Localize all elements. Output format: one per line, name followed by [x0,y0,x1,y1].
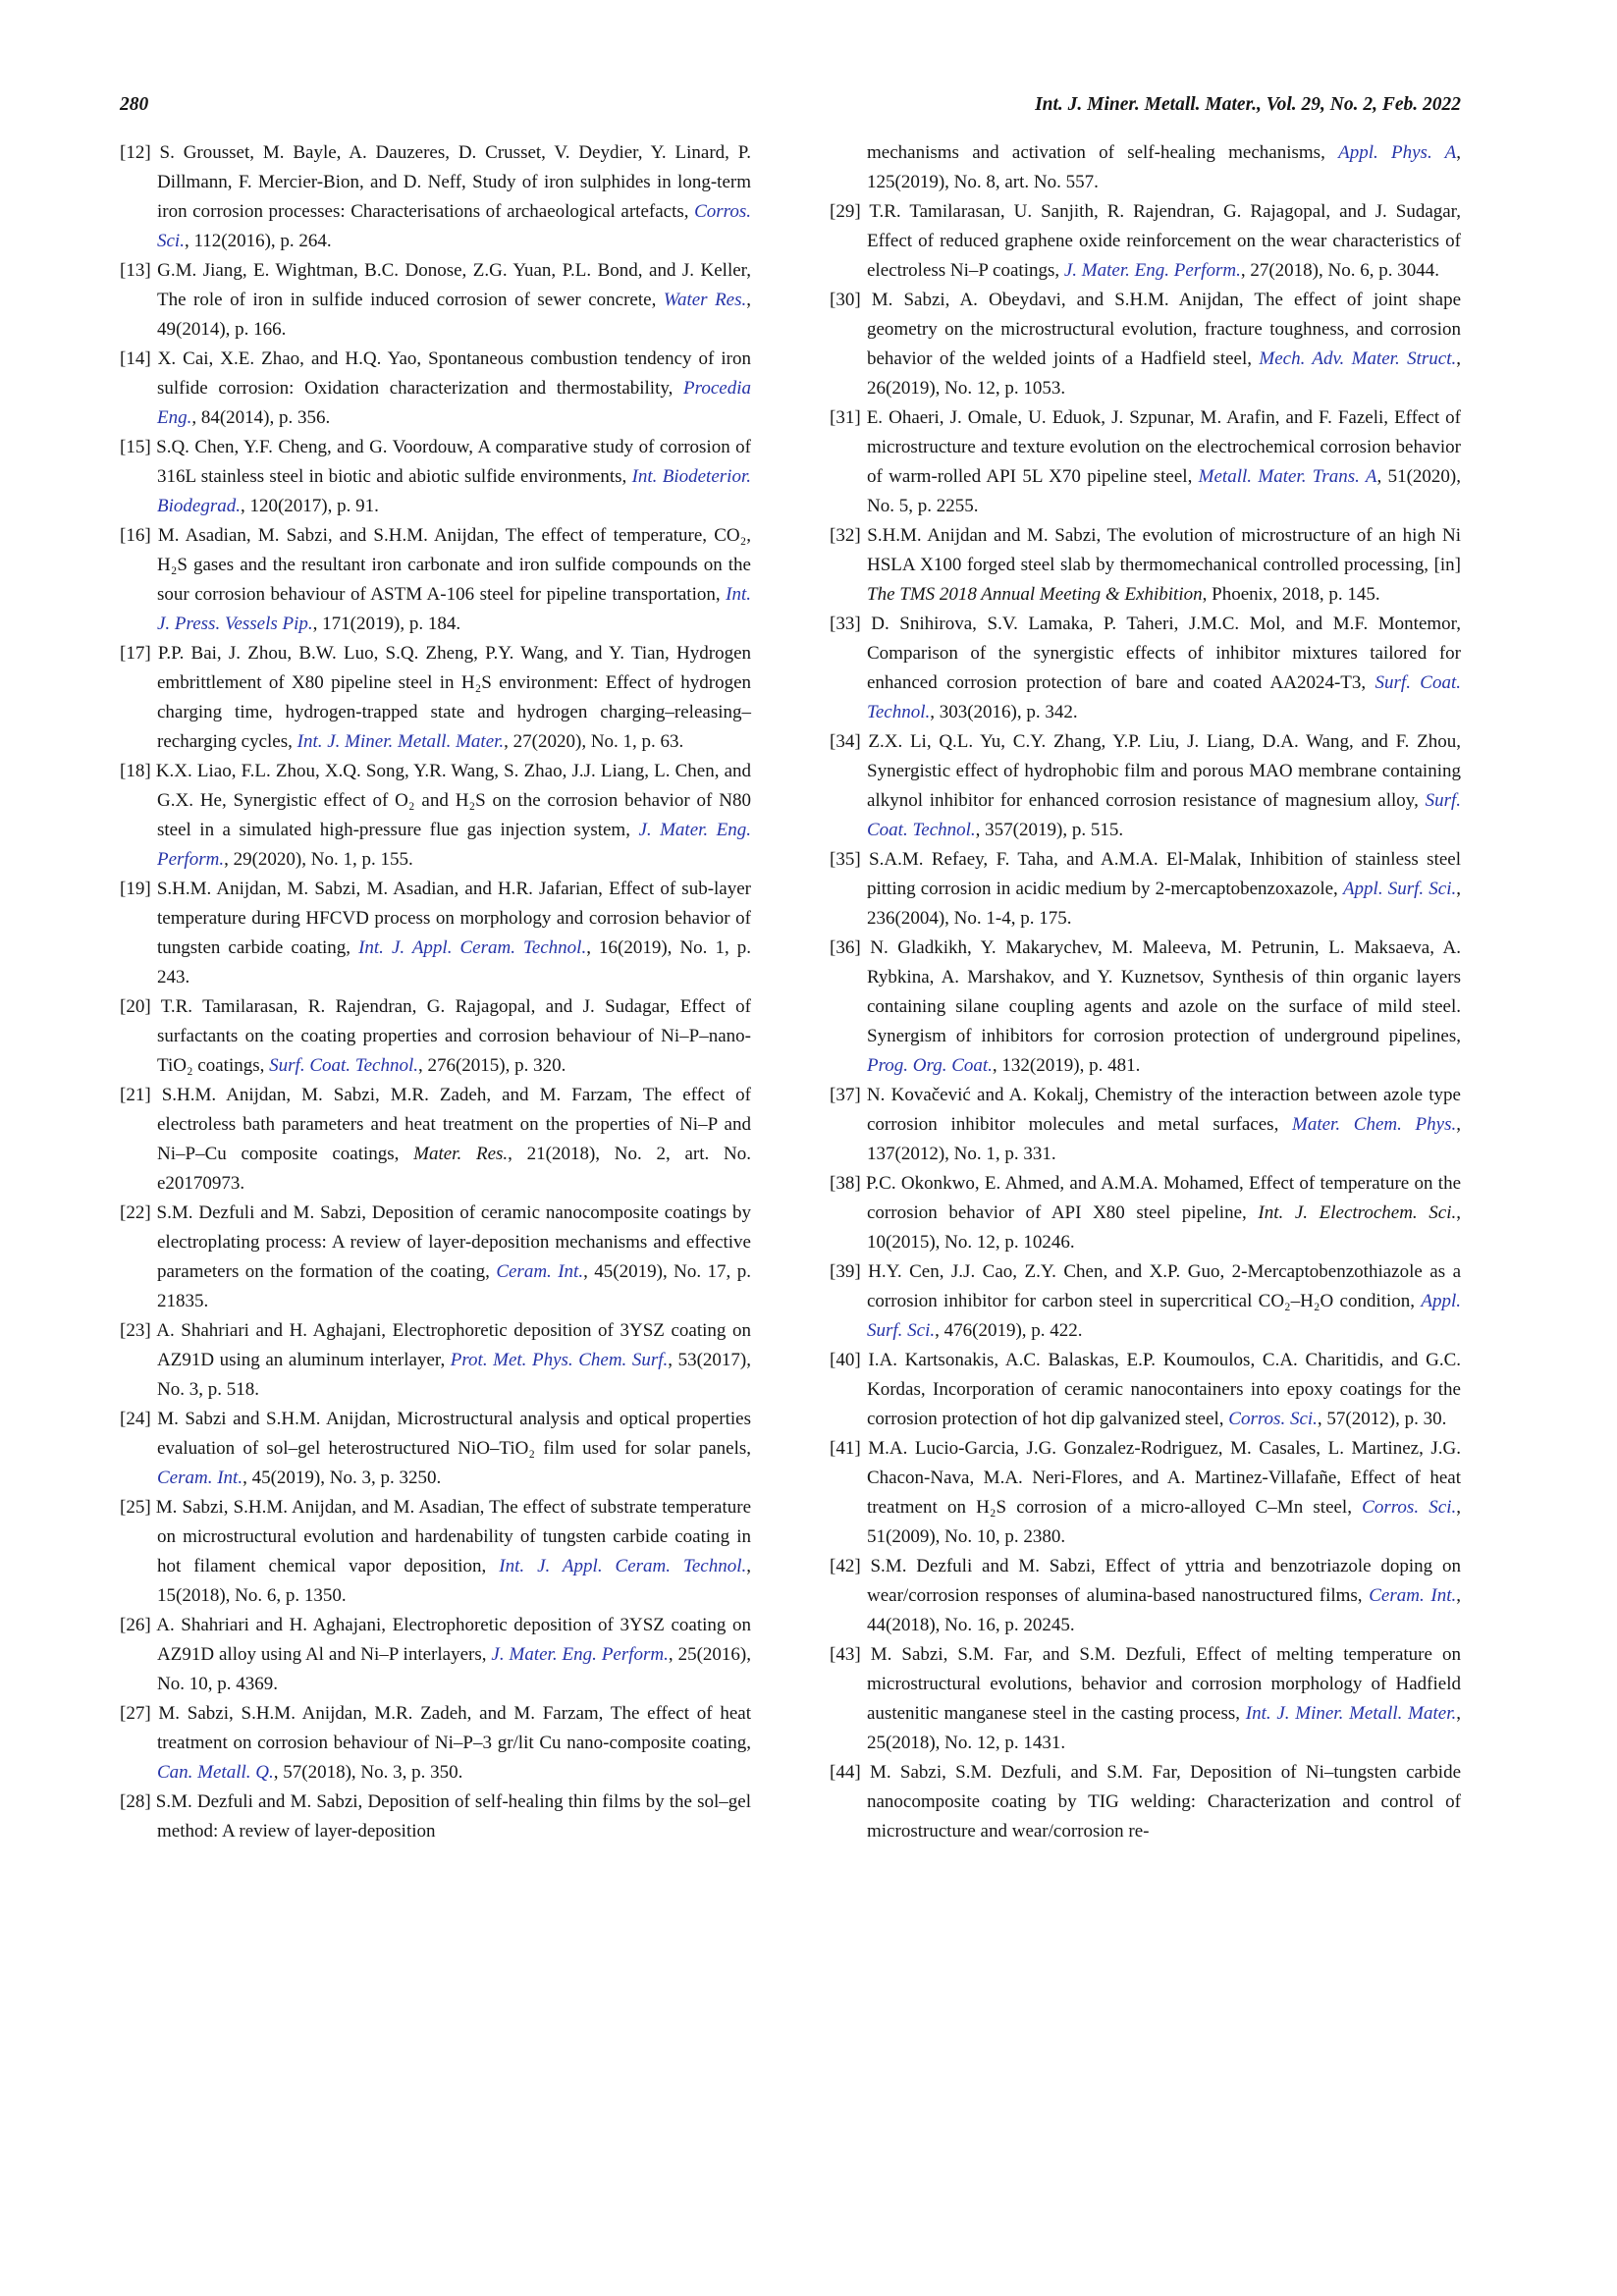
journal-name-link[interactable]: Appl. Surf. Sci. [1342,879,1457,899]
reference-number: [27] [120,1703,159,1724]
reference-item [120,345,751,433]
reference-text: S.M. Dezfuli and M. Sabzi, Deposition of self-healing thin films by the sol–gel method: A review of layer-deposition [155,1791,751,1842]
reference-number: [36] [830,937,871,958]
reference-text: , 25(2018), No. 12, p. 1431. [867,1703,1461,1753]
reference-item [120,992,751,1081]
reference-number: [14] [120,348,158,369]
reference-text: S. Grousset, M. Bayle, A. Dauzeres, D. Crusset, V. Deydier, Y. Linard, P. Dillmann, F. Mercier-Bion, and D. Neff, Study of iron sulphides in long-term iron corrosion processes: Characterisations of archaeological artefacts, [157,142,751,222]
reference-text: H.Y. Cen, J.J. Cao, Z.Y. Chen, and X.P. Guo, 2-Mercaptobenzothiazole as a corrosion inhibitor for carbon steel in supercritical CO₂–H₂O condition, [867,1261,1461,1311]
journal-name-link[interactable]: Ceram. Int. [157,1468,243,1488]
journal-name-link[interactable]: Can. Metall. Q. [157,1762,274,1783]
journal-name-link[interactable]: Prot. Met. Phys. Chem. Surf. [450,1350,669,1370]
reference-text: M. Sabzi, S.M. Far, and S.M. Dezfuli, Effect of melting temperature on microstructural evolutions, behavior and corrosion morphology of Hadfield austenitic manganese steel in the casting process, [867,1644,1461,1724]
reference-text: , 25(2016), No. 10, p. 4369. [157,1644,751,1694]
reference-number: [21] [120,1085,162,1105]
reference-number: [25] [120,1497,156,1518]
reference-text: , 51(2020), No. 5, p. 2255. [867,466,1461,516]
reference-number: [16] [120,525,158,546]
reference-text: , 132(2019), p. 481. [992,1055,1141,1076]
journal-header: Int. J. Miner. Metall. Mater., Vol. 29, No. 2, Feb. 2022 [1035,94,1461,115]
page-header [120,94,1461,116]
reference-text: K.X. Liao, F.L. Zhou, X.Q. Song, Y.R. Wang, S. Zhao, J.J. Liang, L. Chen, and G.X. He, Synergistic effect of O₂ and H₂S on the corrosion behavior of N80 steel in a simulated high-pressure flue gas injection system, [155,761,752,840]
reference-number: [19] [120,879,157,899]
reference-text: D. Snihirova, S.V. Lamaka, P. Taheri, J.M.C. Mol, and M.F. Montemor, Comparison of the synergistic effects of inhibitor mixtures tailored for enhanced corrosion protection of bare and coated AA2024-T3, [867,614,1461,693]
italic-publication-title: Mater. Res. [413,1144,509,1164]
reference-text: M. Sabzi, A. Obeydavi, and S.H.M. Anijdan, The effect of joint shape geometry on the microstructural evolution, fracture toughness, and corrosion behavior of the welded joints of a Hadfield steel, [867,290,1461,369]
reference-item [830,1434,1461,1552]
reference-number: [29] [830,201,870,222]
reference-item [120,256,751,345]
reference-text: E. Ohaeri, J. Omale, U. Eduok, J. Szpunar, M. Arafin, and F. Fazeli, Effect of microstructure and texture evolution on the electrochemical corrosion behavior of warm-rolled API 5L X70 pipeline steel, [866,407,1461,487]
reference-number: [28] [120,1791,156,1812]
reference-text: M. Sabzi, S.M. Dezfuli, and S.M. Far, Deposition of Ni–tungsten carbide nanocomposite coating by TIG welding: Characterization and control of microstructure and wear/corrosion re- [867,1762,1461,1842]
reference-number: [44] [830,1762,870,1783]
journal-name-link[interactable]: Int. J. Appl. Ceram. Technol. [358,937,587,958]
reference-text: , 276(2015), p. 320. [417,1055,566,1076]
italic-publication-title: The TMS 2018 Annual Meeting & Exhibition [867,584,1203,605]
reference-text: N. Kovačević and A. Kokalj, Chemistry of the interaction between azole type corrosion inhibitor molecules and metal surfaces, [866,1085,1461,1135]
journal-name-link[interactable]: Int. Biodeterior. Biodegrad. [157,466,751,516]
reference-item [120,639,751,757]
journal-name-link[interactable]: Ceram. Int. [1369,1585,1457,1606]
reference-text: , 26(2019), No. 12, p. 1053. [867,348,1461,399]
reference-item [830,727,1461,845]
reference-item [830,934,1461,1081]
reference-item [120,1081,751,1199]
reference-text: T.R. Tamilarasan, U. Sanjith, R. Rajendran, G. Rajagopal, and J. Sudagar, Effect of reduced graphene oxide reinforcement on the wear characteristics of electroless Ni–P coatings, [867,201,1462,281]
reference-number: [39] [830,1261,869,1282]
reference-item [120,1316,751,1405]
reference-text: M. Sabzi, S.H.M. Anijdan, and M. Asadian, The effect of substrate temperature on microstructural evolution and hardenability of tungsten carbide coating in hot filament chemical vapor deposition, [155,1497,752,1576]
journal-name-link[interactable]: Corros. Sci. [157,201,751,251]
reference-item [120,757,751,875]
reference-text: , 51(2009), No. 10, p. 2380. [867,1497,1461,1547]
reference-item [120,521,751,639]
reference-number: [26] [120,1615,157,1635]
reference-item [120,138,751,256]
reference-number: [31] [830,407,867,428]
reference-number: [43] [830,1644,871,1665]
reference-text: S.A.M. Refaey, F. Taha, and A.M.A. El-Malak, Inhibition of stainless steel pitting corrosion in acidic medium by 2-mercaptobenzoxazole, [867,849,1461,899]
reference-item-continuation [830,138,1461,197]
reference-text: , 112(2016), p. 264. [184,231,332,251]
journal-name-link[interactable]: J. Mater. Eng. Perform. [1063,260,1241,281]
reference-text: I.A. Kartsonakis, A.C. Balaskas, E.P. Koumoulos, C.A. Charitidis, and G.C. Kordas, Incorporation of ceramic nanocontainers into epoxy coatings for the corrosion protection of hot dip galvanized steel, [867,1350,1461,1429]
journal-name-link[interactable]: Mater. Chem. Phys. [1292,1114,1457,1135]
reference-text: , 476(2019), p. 422. [935,1320,1083,1341]
reference-item [120,433,751,521]
reference-item [830,521,1461,610]
journal-name-link[interactable]: Int. J. Press. Vessels Pip. [157,584,751,634]
reference-item [830,1346,1461,1434]
reference-number: [38] [830,1173,866,1194]
reference-text: S.H.M. Anijdan, M. Sabzi, M. Asadian, and H.R. Jafarian, Effect of sub-layer temperature during HFCVD process on morphology and corrosion behavior of tungsten carbide coating, [156,879,752,958]
reference-text: A. Shahriari and H. Aghajani, Electrophoretic deposition of 3YSZ coating on AZ91D using an aluminum interlayer, [156,1320,751,1370]
reference-text: A. Shahriari and H. Aghajani, Electrophoretic deposition of 3YSZ coating on AZ91D alloy using Al and Ni–P interlayers, [156,1615,751,1665]
reference-text: , 57(2018), No. 3, p. 350. [273,1762,463,1783]
journal-name-link[interactable]: Corros. Sci. [1362,1497,1457,1518]
reference-item [830,286,1461,403]
reference-item [830,1758,1461,1846]
reference-item [830,1081,1461,1169]
reference-text: , 21(2018), No. 2, art. No. e20170973. [157,1144,752,1194]
journal-name-link[interactable]: Appl. Surf. Sci. [867,1291,1461,1341]
reference-item [120,1611,751,1699]
reference-text: , 45(2019), No. 3, p. 3250. [243,1468,442,1488]
journal-name-link[interactable]: Ceram. Int. [496,1261,584,1282]
reference-text: P.C. Okonkwo, E. Ahmed, and A.M.A. Mohamed, Effect of temperature on the corrosion behavior of API X80 steel pipeline, [865,1173,1462,1223]
reference-text: T.R. Tamilarasan, R. Rajendran, G. Rajagopal, and J. Sudagar, Effect of surfactants on the coating properties and corrosion behaviour of Ni–P–nano-TiO₂ coatings, [157,996,751,1076]
reference-number: [18] [120,761,156,781]
reference-item [120,1493,751,1611]
reference-text: , 171(2019), p. 184. [312,614,461,634]
reference-item [830,197,1461,286]
journal-name-link[interactable]: Int. J. Miner. Metall. Mater. [296,731,505,752]
reference-number: [20] [120,996,161,1017]
journal-name-link[interactable]: Int. J. Miner. Metall. Mater. [1245,1703,1457,1724]
reference-number: [13] [120,260,158,281]
reference-text: , Phoenix, 2018, p. 145. [1202,584,1380,605]
reference-text: M. Sabzi and S.H.M. Anijdan, Microstructural analysis and optical properties evaluation of sol–gel heterostructured NiO–TiO₂ film used for solar panels, [157,1409,752,1459]
reference-text: , 27(2018), No. 6, p. 3044. [1240,260,1439,281]
journal-name-link[interactable]: Corros. Sci. [1228,1409,1318,1429]
journal-name-link[interactable]: J. Mater. Eng. Perform. [491,1644,669,1665]
journal-name-link[interactable]: Procedia Eng. [157,378,751,428]
reference-number: [41] [830,1438,869,1459]
journal-name-link[interactable]: Appl. Phys. A [1338,142,1457,163]
reference-text: , 84(2014), p. 356. [191,407,331,428]
journal-name-link[interactable]: Prog. Org. Coat. [867,1055,993,1076]
reference-number: [15] [120,437,157,457]
references-column-right [830,138,1461,1846]
reference-number: [24] [120,1409,158,1429]
journal-name-link[interactable]: Water Res. [663,290,747,310]
reference-text: M.A. Lucio-Garcia, J.G. Gonzalez-Rodriguez, M. Casales, L. Martinez, J.G. Chacon-Nava, M.A. Neri-Flores, and A. Martinez-Villafañe, Effect of heat treatment on H₂S corrosion of a micro-alloyed C–Mn steel, [867,1438,1461,1518]
reference-text: , 125(2019), No. 8, art. No. 557. [867,142,1461,192]
journal-name-link[interactable]: J. Mater. Eng. Perform. [157,820,751,870]
journal-name-link[interactable]: Surf. Coat. Technol. [269,1055,418,1076]
reference-text: , 53(2017), No. 3, p. 518. [157,1350,752,1400]
reference-item [120,1199,751,1316]
reference-text: , 45(2019), No. 17, p. 21835. [157,1261,752,1311]
reference-text: , 57(2012), p. 30. [1317,1409,1447,1429]
reference-text: M. Sabzi, S.H.M. Anijdan, M.R. Zadeh, and M. Farzam, The effect of heat treatment on corrosion behaviour of Ni–P–3 gr/lit Cu nano-composite coating, [157,1703,751,1753]
reference-number: [34] [830,731,869,752]
reference-number: [37] [830,1085,867,1105]
journal-name-link[interactable]: Int. J. Appl. Ceram. Technol. [499,1556,747,1576]
reference-text: , 44(2018), No. 16, p. 20245. [867,1585,1461,1635]
reference-text: S.H.M. Anijdan, M. Sabzi, M.R. Zadeh, and M. Farzam, The effect of electroless bath parameters and heat treatment on the properties of Ni–P and Ni–P–Cu composite coatings, [157,1085,751,1164]
reference-text: S.H.M. Anijdan and M. Sabzi, The evolution of microstructure of an high Ni HSLA X100 forged steel slab by thermomechanical controlled processing, [in] [867,525,1462,575]
reference-text: S.M. Dezfuli and M. Sabzi, Effect of yttria and benzotriazole doping on wear/corrosion responses of alumina-based nanostructured films, [867,1556,1462,1606]
reference-item [830,1257,1461,1346]
reference-number: [40] [830,1350,869,1370]
reference-text: mechanisms and activation of self-healing mechanisms, [867,142,1339,163]
reference-text: , 137(2012), No. 1, p. 331. [867,1114,1461,1164]
reference-number: [33] [830,614,872,634]
reference-number: [22] [120,1202,157,1223]
reference-text: , 15(2018), No. 6, p. 1350. [157,1556,751,1606]
reference-number: [42] [830,1556,871,1576]
reference-item [120,1699,751,1788]
reference-item [830,610,1461,727]
reference-item [830,845,1461,934]
reference-item [830,1169,1461,1257]
italic-publication-title: Int. J. Electrochem. Sci. [1258,1202,1457,1223]
reference-number: [17] [120,643,158,664]
references-column-left [120,138,751,1846]
reference-text: , 27(2020), No. 1, p. 63. [504,731,684,752]
reference-item [120,1788,751,1846]
reference-item [830,403,1461,521]
journal-name-link[interactable]: Surf. Coat. Technol. [867,672,1461,722]
reference-item [830,1640,1461,1758]
reference-number: [23] [120,1320,157,1341]
reference-item [120,1405,751,1493]
reference-number: [30] [830,290,872,310]
journal-name-link[interactable]: Mech. Adv. Mater. Struct. [1259,348,1457,369]
reference-text: , 303(2016), p. 342. [930,702,1078,722]
reference-text: , 357(2019), p. 515. [975,820,1124,840]
reference-text: G.M. Jiang, E. Wightman, B.C. Donose, Z.G. Yuan, P.L. Bond, and J. Keller, The role of iron in sulfide induced corrosion of sewer concrete, [157,260,751,310]
journal-name-link[interactable]: Metall. Mater. Trans. A [1198,466,1377,487]
reference-item [830,1552,1461,1640]
reference-text: X. Cai, X.E. Zhao, and H.Q. Yao, Spontaneous combustion tendency of iron sulfide corrosion: Oxidation characterization and thermostability, [157,348,751,399]
journal-name-link[interactable]: Surf. Coat. Technol. [867,790,1461,840]
reference-text: , 10(2015), No. 12, p. 10246. [867,1202,1462,1253]
reference-text: , 49(2014), p. 166. [157,290,752,340]
reference-item [120,875,751,992]
page-number: 280 [120,94,149,115]
reference-text: , 16(2019), No. 1, p. 243. [157,937,751,988]
reference-text: , 120(2017), p. 91. [240,496,379,516]
reference-text: M. Asadian, M. Sabzi, and S.H.M. Anijdan, The effect of temperature, CO₂, H₂S gases and the resultant iron carbonate and iron sulfide compounds on the sour corrosion behaviour of ASTM A-106 steel for pipeline transportation, [157,525,751,605]
reference-text: Z.X. Li, Q.L. Yu, C.Y. Zhang, Y.P. Liu, J. Liang, D.A. Wang, and F. Zhou, Synergistic effect of hydrophobic film and porous MAO membrane containing alkynol inhibitor for enhanced corrosion resistance of magnesium alloy, [867,731,1461,811]
reference-text: P.P. Bai, J. Zhou, B.W. Luo, S.Q. Zheng, P.Y. Wang, and Y. Tian, Hydrogen embrittlement of X80 pipeline steel in H₂S environment: Effect of hydrogen charging time, hydrogen-trapped state and hydrogen charging–releasing–recharging cycles, [157,643,752,752]
reference-text: , 236(2004), No. 1-4, p. 175. [867,879,1461,929]
reference-text: S.Q. Chen, Y.F. Cheng, and G. Voordouw, A comparative study of corrosion of 316L stainless steel in biotic and abiotic sulfide environments, [156,437,751,487]
reference-number: [12] [120,142,160,163]
reference-number: [35] [830,849,870,870]
references-section [120,138,1461,1846]
reference-text: N. Gladkikh, Y. Makarychev, M. Maleeva, M. Petrunin, L. Maksaeva, A. Rybkina, A. Marshakov, and Y. Kuznetsov, Synthesis of thin organic layers containing silane coupling agents and azole on the surface of mild steel. Synergism of inhibitors for corrosion protection of underground pipelines, [867,937,1461,1046]
reference-text: , 29(2020), No. 1, p. 155. [224,849,413,870]
reference-text: S.M. Dezfuli and M. Sabzi, Deposition of ceramic nanocomposite coatings by electroplating process: A review of layer-deposition mechanisms and effective parameters on the formation of the coating, [156,1202,752,1282]
reference-number: [32] [830,525,868,546]
